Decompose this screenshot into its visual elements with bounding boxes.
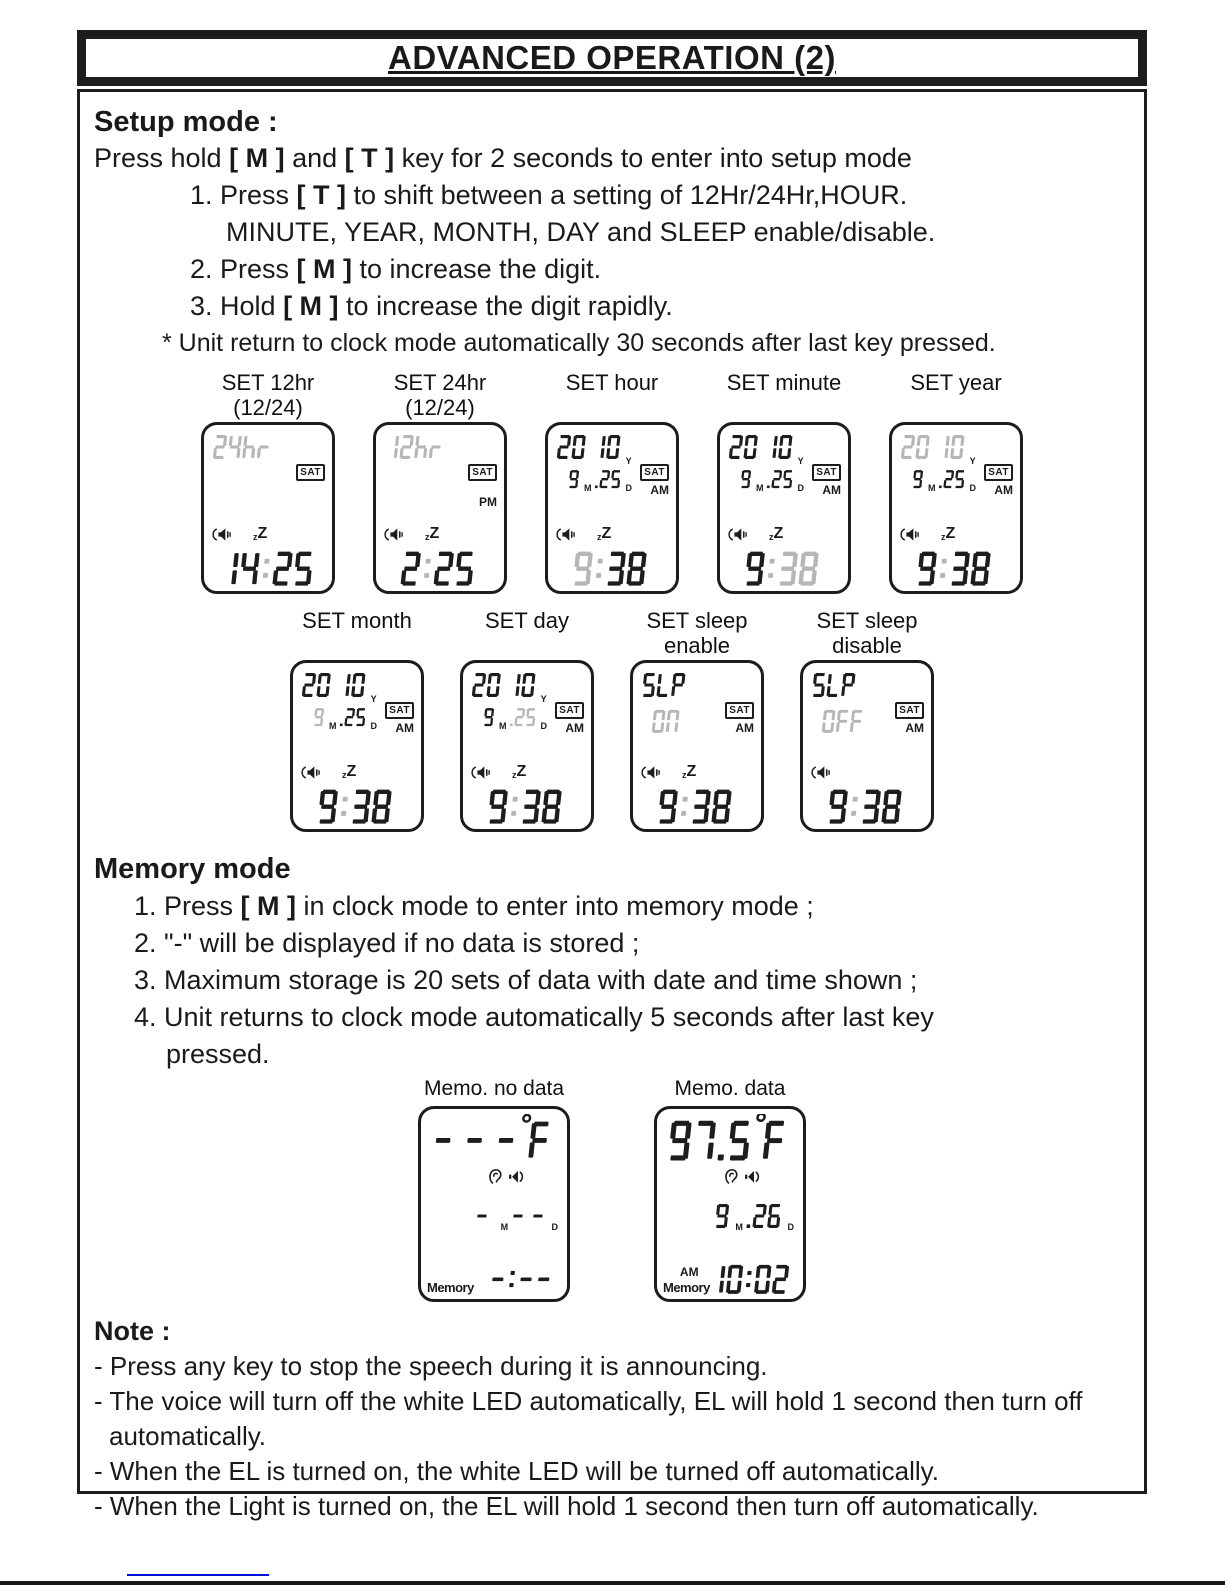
lcd-sleep-value-row — [820, 706, 888, 733]
lcd-seg-digits — [315, 784, 399, 824]
lcd-mid-left — [640, 702, 718, 782]
setup-heading: Setup mode : — [94, 106, 278, 138]
memory-step-text: 3. Maximum storage is 20 sets of data with date and time shown ; — [134, 965, 918, 995]
day-mark: D — [551, 1221, 558, 1232]
sleep-zz-icon — [342, 765, 356, 779]
lcd-icon-row — [470, 765, 548, 779]
zz-small: z — [769, 532, 774, 543]
zz-small: z — [342, 770, 347, 781]
day-mark: D — [787, 1221, 794, 1232]
speaker-icon — [211, 528, 231, 541]
lcd-cell-set-hour — [545, 370, 679, 594]
note-bullet-line — [94, 1489, 1130, 1524]
setup-step-key-token: [ T ] — [296, 180, 347, 210]
lcd-top-row — [383, 431, 497, 464]
setup-intro-text: and — [284, 143, 345, 173]
lcd-panel-label-line: (12/24) — [405, 395, 475, 420]
content-box — [77, 89, 1147, 1521]
ear-icon — [488, 1168, 503, 1186]
lcd-mid-left — [727, 464, 805, 544]
lcd-date-row — [739, 466, 805, 494]
lcd-seg-digits — [508, 704, 540, 727]
lcd-seg-digits — [482, 704, 498, 727]
zz-small: z — [682, 770, 687, 781]
lcd-icon-row — [555, 527, 633, 541]
am-indicator: AM — [650, 483, 669, 497]
am-indicator: AM — [994, 483, 1013, 497]
note-bullet-line — [94, 1419, 1130, 1454]
lcd-seg-digits — [810, 669, 861, 697]
ear-icon — [724, 1168, 739, 1186]
note-bullet-text: - The voice will turn off the white LED automatically, EL will hold 1 second then turn off — [94, 1386, 1083, 1416]
page-bottom-rule — [0, 1581, 1225, 1585]
speaker-icon — [640, 766, 660, 779]
lcd-panel-label — [646, 608, 747, 656]
lcd-seg-digits — [765, 466, 797, 489]
year-mark: Y — [625, 456, 632, 466]
lcd-seg-digits — [899, 431, 970, 459]
speaker-icon — [744, 1169, 763, 1184]
lcd-seg-digits — [665, 1114, 795, 1161]
sat-badge: SAT — [385, 702, 414, 719]
memory-step-line — [134, 925, 1130, 962]
speaker-icon — [727, 528, 747, 541]
lcd-seg-digits — [338, 704, 370, 727]
lcd-panel-label — [727, 370, 842, 418]
memory-tag: Memory — [663, 1280, 710, 1295]
month-mark: M — [584, 483, 592, 494]
lcd-seg-digits — [650, 706, 685, 733]
note-heading: Note : — [94, 1316, 171, 1346]
lcd-top-row — [300, 669, 414, 702]
zz-small: z — [941, 532, 946, 543]
setup-step-line — [190, 251, 1130, 288]
sleep-zz-icon — [597, 527, 611, 541]
lcd-date-row — [482, 704, 548, 732]
sleep-zz-icon — [253, 527, 267, 541]
sat-badge: SAT — [468, 464, 497, 481]
month-mark: M — [735, 1221, 743, 1232]
manual-page — [77, 30, 1147, 1521]
lcd-panel-label-line: Memo. no data — [423, 1077, 565, 1100]
am-indicator: AM — [679, 1265, 699, 1280]
lcd-display-set-sleep-disable — [800, 660, 934, 832]
sat-badge: SAT — [984, 464, 1013, 481]
lcd-seg-digits — [706, 1260, 795, 1294]
lcd-seg-digits — [727, 431, 798, 459]
page-title: ADVANCED OPERATION (2) — [388, 39, 836, 76]
lcd-mid-section — [211, 464, 325, 544]
lcd-display-set-month — [290, 660, 424, 832]
lcd-top-row — [810, 669, 924, 702]
sleep-zz-icon — [769, 527, 783, 541]
lcd-date-row — [312, 704, 378, 732]
memory-step-text: 4. Unit returns to clock mode automatically 5 seconds after last key — [134, 1002, 934, 1032]
lcd-panel-label-line: SET minute — [726, 370, 842, 395]
link-underline — [127, 1574, 269, 1576]
lcd-icon-row — [300, 765, 378, 779]
am-indicator: AM — [395, 721, 414, 735]
zz-small: z — [425, 532, 430, 543]
lcd-seg-digits — [937, 466, 969, 489]
lcd-seg-digits — [593, 466, 625, 489]
lcd-mid-section — [300, 702, 414, 782]
lcd-mid-left — [211, 464, 289, 544]
lcd-seg-digits — [211, 431, 276, 459]
lcd-mid-section — [470, 702, 584, 782]
lcd-seg-digits — [744, 1200, 787, 1228]
sat-badge: SAT — [725, 702, 754, 719]
lcd-date-row — [911, 466, 977, 494]
lcd-seg-digits — [567, 466, 583, 489]
lcd-panel-label — [816, 608, 917, 656]
am-indicator: AM — [565, 721, 584, 735]
lcd-right-column — [718, 702, 754, 782]
lcd-seg-digits — [473, 1200, 500, 1228]
lcd-right-column — [805, 464, 841, 544]
lcd-mid-section — [810, 702, 924, 782]
lcd-cell-set-24hr-12-24 — [373, 370, 507, 594]
lcd-seg-digits — [509, 1200, 550, 1228]
memory-tag: Memory — [427, 1280, 474, 1295]
setup-intro-key-token: [ T ] — [344, 143, 395, 173]
lcd-panel-label-line: SET month — [302, 608, 412, 633]
lcd-cell-set-month — [290, 608, 424, 832]
setup-step-text: to increase the digit. — [352, 254, 602, 284]
zz-big: Z — [257, 525, 268, 543]
day-mark: D — [969, 483, 976, 494]
memory-step-text: 1. Press — [134, 891, 241, 921]
lcd-seg-digits — [911, 466, 927, 489]
lcd-seg-digits — [485, 784, 569, 824]
zz-big: Z — [346, 763, 357, 781]
lcd-mid-left — [383, 464, 461, 544]
month-mark: M — [756, 483, 764, 494]
memory-temp-row — [665, 1114, 795, 1161]
note-bullet-line — [94, 1454, 1130, 1489]
lcd-time-row — [899, 546, 1013, 586]
sleep-zz-icon — [512, 765, 526, 779]
setup-step-text: to increase the digit rapidly. — [338, 291, 673, 321]
memory-panel-row — [94, 1077, 1130, 1302]
lcd-seg-digits — [470, 669, 541, 697]
lcd-mid-section — [383, 464, 497, 544]
lcd-panel-label — [302, 608, 412, 656]
lcd-panel-label-line: SET 24hr — [393, 370, 487, 395]
lcd-seg-digits — [640, 669, 691, 697]
lcd-time-row — [300, 784, 414, 824]
lcd-icon-row — [211, 527, 289, 541]
setup-step-key-token: [ M ] — [283, 291, 339, 321]
lcd-panel-label-line: SET sleep — [646, 608, 748, 633]
speaker-icon — [300, 766, 320, 779]
note-bullet-line — [94, 1384, 1130, 1419]
sat-badge: SAT — [895, 702, 924, 719]
lcd-seg-digits — [655, 784, 739, 824]
lcd-mid-left — [470, 702, 548, 782]
lcd-top-row — [640, 669, 754, 702]
lcd-panel-label — [424, 1077, 564, 1103]
lcd-display-set-sleep-enable — [630, 660, 764, 832]
lcd-display-memo-no-data — [418, 1106, 570, 1302]
lcd-panel-label-line: SET 12hr — [221, 370, 315, 395]
lcd-cell-set-minute — [717, 370, 851, 594]
lcd-mid-left — [555, 464, 633, 544]
lcd-display-set-minute — [717, 422, 851, 594]
year-mark: Y — [797, 456, 804, 466]
lcd-top-row — [727, 431, 841, 464]
note-bullet-text: - Press any key to stop the speech during it is announcing. — [94, 1351, 768, 1381]
memory-step-line — [134, 888, 1130, 925]
lcd-mid-left — [810, 702, 888, 782]
note-bullet-text: - When the Light is turned on, the EL will hold 1 second then turn off automatically. — [94, 1491, 1039, 1521]
note-bullet-text: automatically. — [109, 1421, 267, 1451]
memo-cell-memo-data — [654, 1077, 806, 1302]
lcd-seg-digits — [383, 431, 448, 459]
setup-step-text: 3. Hold — [190, 291, 284, 321]
am-indicator: AM — [905, 721, 924, 735]
lcd-display-set-12hr-12-24 — [201, 422, 335, 594]
lcd-seg-digits — [914, 546, 998, 586]
lcd-cell-set-sleep-enable — [630, 608, 764, 832]
lcd-panel-label-line: disable — [832, 633, 902, 658]
lcd-panel-label-line: SET sleep — [816, 608, 918, 633]
setup-step-text: 2. Press — [190, 254, 297, 284]
lcd-mid-section — [727, 464, 841, 544]
memory-step-key-token: [ M ] — [240, 891, 297, 921]
month-mark: M — [928, 483, 936, 494]
lcd-panel-label-line: SET year — [910, 370, 1002, 395]
sat-badge: SAT — [555, 702, 584, 719]
note-list — [94, 1349, 1130, 1524]
lcd-top-row — [470, 669, 584, 702]
lcd-icon-row — [899, 527, 977, 541]
lcd-cell-set-year — [889, 370, 1023, 594]
setup-intro-text: Press hold — [94, 143, 230, 173]
setup-step-key-token: [ M ] — [296, 254, 353, 284]
lcd-cell-set-day — [460, 608, 594, 832]
lcd-icon-row — [640, 765, 718, 779]
setup-footnote: * Unit return to clock mode automatically 30 seconds after last key pressed. — [162, 329, 996, 357]
lcd-seg-digits — [429, 1114, 559, 1161]
setup-intro-key-token: [ M ] — [229, 143, 285, 173]
speaker-icon — [383, 528, 403, 541]
setup-step-line — [190, 288, 1130, 325]
memory-icon-row — [455, 1168, 559, 1186]
pm-indicator: PM — [479, 495, 497, 509]
speaker-icon — [470, 766, 490, 779]
year-mark: Y — [370, 694, 377, 704]
lcd-cell-set-12hr-12-24 — [201, 370, 335, 594]
setup-step-text: 1. Press — [190, 180, 297, 210]
year-mark: Y — [540, 694, 547, 704]
lcd-seg-digits — [300, 669, 371, 697]
lcd-panel-label — [910, 370, 1001, 418]
lcd-panel-label-line: SET hour — [565, 370, 659, 395]
lcd-top-row — [211, 431, 325, 464]
lcd-time-row — [470, 784, 584, 824]
lcd-icon-row — [810, 766, 888, 779]
lcd-right-column — [461, 464, 497, 544]
lcd-display-set-year — [889, 422, 1023, 594]
lcd-time-row — [810, 784, 924, 824]
day-mark: D — [540, 721, 547, 732]
day-mark: D — [797, 483, 804, 494]
lcd-time-row — [727, 546, 841, 586]
lcd-right-column — [888, 702, 924, 782]
lcd-panel-label — [566, 370, 659, 418]
lcd-time-row — [383, 546, 497, 586]
lcd-panel-label — [222, 370, 315, 418]
zz-big: Z — [429, 525, 440, 543]
lcd-panel-label — [485, 608, 569, 656]
lcd-icon-row — [383, 527, 461, 541]
lcd-top-row — [555, 431, 669, 464]
setup-intro — [94, 140, 1130, 177]
zz-small: z — [253, 532, 258, 543]
am-indicator: AM — [822, 483, 841, 497]
setup-intro-text: key for 2 seconds to enter into setup mode — [394, 143, 912, 173]
lcd-display-set-24hr-12-24 — [373, 422, 507, 594]
lcd-time-row — [555, 546, 669, 586]
lcd-display-memo-data — [654, 1106, 806, 1302]
zz-big: Z — [773, 525, 784, 543]
lcd-seg-digits — [487, 1260, 559, 1294]
lcd-row-1 — [94, 370, 1130, 594]
lcd-seg-digits — [398, 546, 482, 586]
sleep-zz-icon — [682, 765, 696, 779]
month-mark: M — [329, 721, 337, 732]
lcd-sleep-value-row — [650, 706, 718, 733]
lcd-time-row — [211, 546, 325, 586]
setup-step-line — [226, 214, 1130, 251]
sleep-zz-icon — [941, 527, 955, 541]
memory-icon-row — [691, 1168, 795, 1186]
lcd-date-row — [567, 466, 633, 494]
lcd-top-row — [899, 431, 1013, 464]
sat-badge: SAT — [812, 464, 841, 481]
lcd-display-set-hour — [545, 422, 679, 594]
speaker-icon — [508, 1169, 527, 1184]
note-bullet-line — [94, 1349, 1130, 1384]
lcd-panel-label-line: SET day — [485, 608, 569, 633]
sat-badge: SAT — [640, 464, 669, 481]
memory-date-row — [429, 1200, 559, 1232]
setup-steps — [94, 177, 1130, 325]
memory-step-text: pressed. — [166, 1039, 270, 1069]
page-header — [77, 30, 1147, 86]
zz-small: z — [512, 770, 517, 781]
note-bullet-text: - When the EL is turned on, the white LED will be turned off automatically. — [94, 1456, 939, 1486]
lcd-mid-section — [899, 464, 1013, 544]
lcd-seg-digits — [739, 466, 755, 489]
sat-badge: SAT — [296, 464, 325, 481]
lcd-icon-row — [727, 527, 805, 541]
am-indicator: AM — [735, 721, 754, 735]
zz-big: Z — [945, 525, 956, 543]
lcd-seg-digits — [555, 431, 626, 459]
memory-step-text: 2. "-" will be displayed if no data is stored ; — [134, 928, 640, 958]
memory-step-text: in clock mode to enter into memory mode ; — [296, 891, 814, 921]
lcd-time-row — [640, 784, 754, 824]
lcd-right-column — [289, 464, 325, 544]
month-mark: M — [499, 721, 507, 732]
speaker-icon — [810, 766, 830, 779]
zz-big: Z — [516, 763, 527, 781]
memory-step-line — [166, 1036, 1130, 1073]
memo-cell-memo-no-data — [418, 1077, 570, 1302]
lcd-mid-left — [300, 702, 378, 782]
lcd-seg-digits — [216, 546, 321, 586]
lcd-seg-digits — [570, 546, 654, 586]
zz-small: z — [597, 532, 602, 543]
lcd-row-2 — [94, 608, 1130, 832]
lcd-seg-digits — [820, 706, 869, 733]
lcd-display-set-day — [460, 660, 594, 832]
lcd-right-column — [378, 702, 414, 782]
zz-big: Z — [686, 763, 697, 781]
lcd-seg-digits — [713, 1200, 734, 1228]
zz-big: Z — [601, 525, 612, 543]
year-mark: Y — [969, 456, 976, 466]
lcd-mid-left — [899, 464, 977, 544]
setup-step-text: to shift between a setting of 12Hr/24Hr,HOUR. — [346, 180, 908, 210]
memory-date-row — [665, 1200, 795, 1232]
lcd-seg-digits — [742, 546, 826, 586]
month-mark: M — [500, 1221, 509, 1232]
lcd-panel-label — [675, 1077, 786, 1103]
lcd-panel-label-line: (12/24) — [233, 395, 303, 420]
lcd-right-column — [977, 464, 1013, 544]
lcd-panel-label-line: enable — [663, 633, 731, 658]
memory-step-line — [134, 962, 1130, 999]
sleep-zz-icon — [425, 527, 439, 541]
lcd-panel-label-line: Memo. data — [674, 1077, 786, 1100]
speaker-icon — [555, 528, 575, 541]
lcd-mid-section — [555, 464, 669, 544]
memory-temp-row — [429, 1114, 559, 1161]
lcd-right-column — [548, 702, 584, 782]
memory-step-line — [134, 999, 1130, 1036]
lcd-cell-set-sleep-disable — [800, 608, 934, 832]
lcd-seg-digits — [312, 704, 328, 727]
lcd-mid-section — [640, 702, 754, 782]
setup-step-line — [190, 177, 1130, 214]
speaker-icon — [899, 528, 919, 541]
lcd-seg-digits — [825, 784, 909, 824]
memory-mode-heading: Memory mode — [94, 853, 291, 885]
lcd-panel-label — [394, 370, 487, 418]
day-mark: D — [370, 721, 377, 732]
lcd-right-column — [633, 464, 669, 544]
day-mark: D — [625, 483, 632, 494]
memory-mode-steps — [94, 888, 1130, 1073]
setup-step-text: MINUTE, YEAR, MONTH, DAY and SLEEP enable/disable. — [226, 217, 936, 247]
